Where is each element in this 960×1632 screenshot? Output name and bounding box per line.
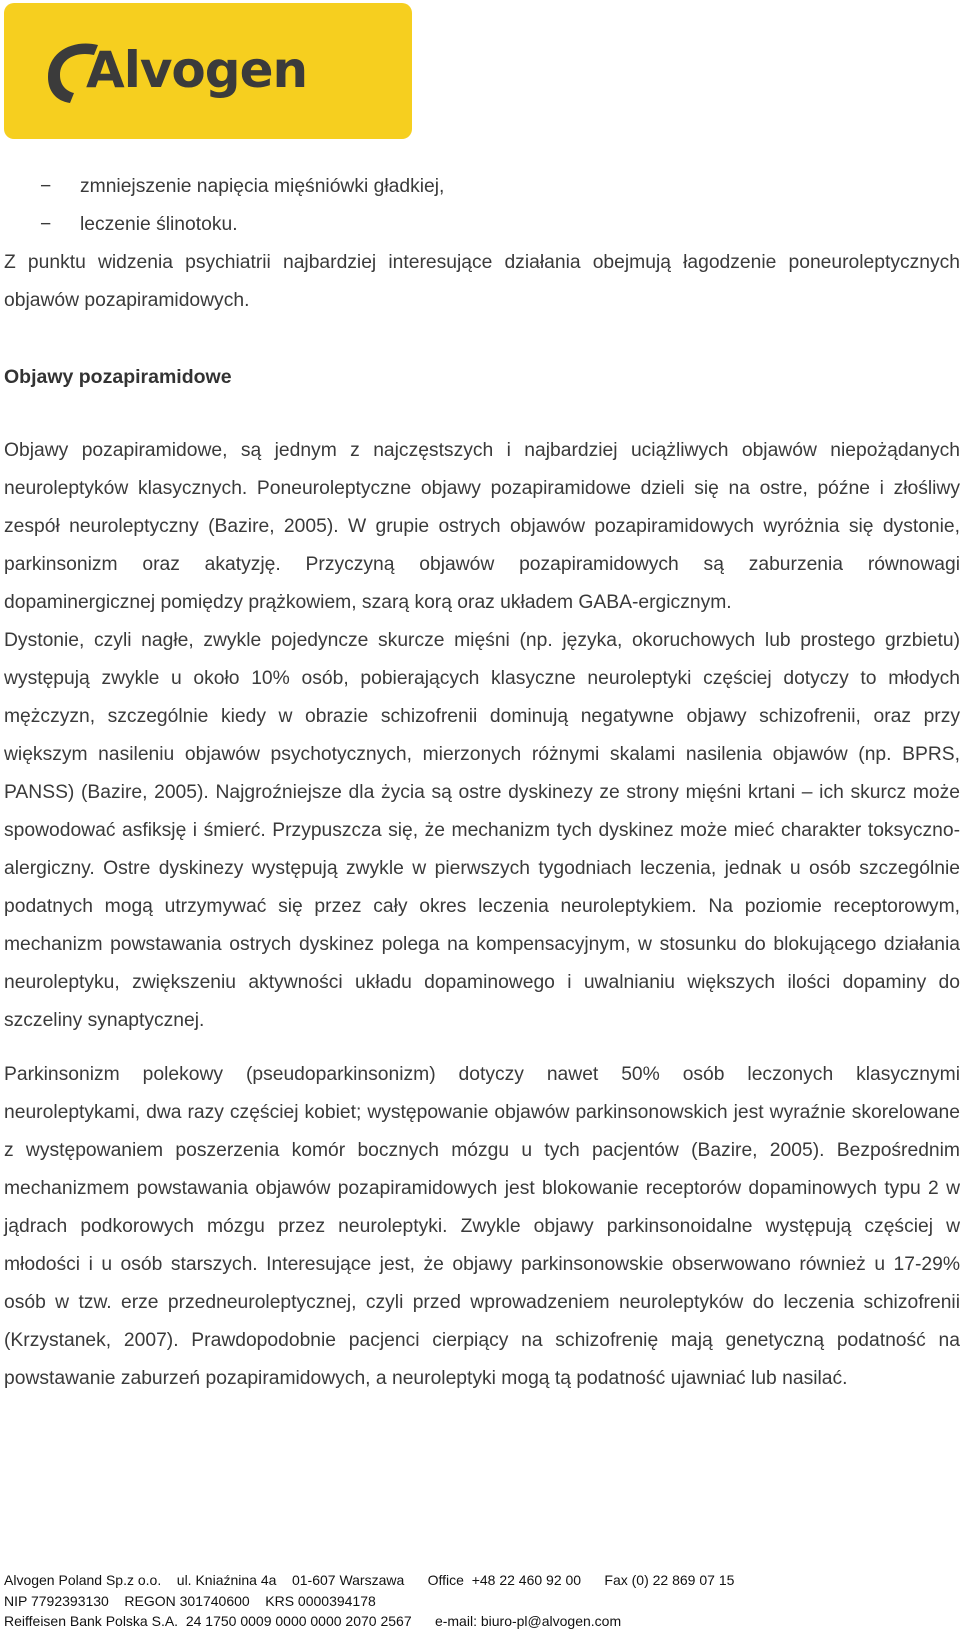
- list-item: [4, 168, 960, 206]
- intro-paragraph: Z punktu widzenia psychiatrii najbardziej interesujące działania obejmują łagodzenie poneuroleptycznych objawów pozapiramidowych.: [4, 252, 960, 311]
- footer-bank: Reiffeisen Bank Polska S.A. 24 1750 0009 0000 0000 2070 2567 e-mail: biuro-pl@alvogen.com: [4, 1613, 622, 1629]
- paragraph: Objawy pozapiramidowe, są jednym z najczęstszych i najbardziej uciążliwych objawów niepożądanych neuroleptyków klasycznych. Poneuroleptyczne objawy pozapiramidowe dzieli się na ostre, późne i złośliwy zespół neuroleptyczny (Bazire, 2005). W grupie ostrych objawów pozapiramidowych wyróżnia się dystonie, parkinsonizm oraz akatyzję. Przyczyną objawów pozapiramidowych są zaburzenia równowagi dopaminergicznej pomiędzy prążkowiem, szarą korą oraz układem GABA-ergicznym.: [4, 440, 960, 613]
- list-dash: −: [40, 214, 52, 235]
- document-body: [4, 168, 960, 1398]
- footer-address: Alvogen Poland Sp.z o.o. ul. Kniaźnina 4a 01-607 Warszawa Office +48 22 460 92 00 Fax (0) 22 869 07 15: [4, 1572, 735, 1588]
- alvogen-logo: [4, 3, 412, 139]
- list-item-text: zmniejszenie napięcia mięśniówki gładkiej,: [80, 176, 445, 197]
- section-heading: Objawy pozapiramidowe: [4, 366, 232, 388]
- list-dash: −: [40, 176, 52, 197]
- paragraph: Dystonie, czyli nagłe, zwykle pojedyncze skurcze mięśni (np. języka, okoruchowych lub prostego grzbietu) występują zwykle u około 10% osób, pobierających klasyczne neuroleptyki częściej dotyczy to młodych mężczyzn, szczególnie kiedy w obrazie schizofrenii dominują negatywne objawy schizofrenii, oraz przy większym nasileniu objawów psychotycznych, mierzonych różnymi skalami nasilenia objawów (np. BPRS, PANSS) (Bazire, 2005). Najgroźniejsze dla życia są ostre dyskinezy ze strony mięśni krtani – ich skurcz może spowodować asfiksję i śmierć. Przypuszcza się, że mechanizm tych dyskinez może mieć charakter toksyczno-alergiczny. Ostre dyskinezy występują zwykle w pierwszych tygodniach leczenia, jednak u osób szczególnie podatnych mogą utrzymywać się przez cały okres leczenia neuroleptykiem. Na poziomie receptorowym, mechanizm powstawania ostrych dyskinez polega na kompensacyjnym, w stosunku do blokującego działania neuroleptyku, zwiększeniu aktywności układu dopaminowego i uwalnianiu większych ilości dopaminy do szczeliny synaptycznej.: [4, 630, 960, 1031]
- logo-wordmark: Alvogen: [86, 41, 308, 99]
- paragraph: Parkinsonizm polekowy (pseudoparkinsonizm) dotyczy nawet 50% osób leczonych klasycznymi neuroleptykami, dwa razy częściej kobiet; występowanie objawów parkinsonowskich jest wyraźnie skorelowane z występowaniem poszerzenia komór bocznych mózgu u tych pacjentów (Bazire, 2005). Bezpośrednim mechanizmem powstawania objawów pozapiramidowych jest blokowanie receptorów dopaminowych typu 2 w jądrach podkorowych mózgu przez neuroleptyki. Zwykle objawy parkinsonoidalne występują częściej w młodości i u osób starszych. Interesujące jest, że objawy parkinsonowskie obserwowano również u 17-29% osób w tzw. erze przedneuroleptycznej, czyli przed wprowadzeniem neuroleptyków do leczenia schizofrenii (Krzystanek, 2007). Prawdopodobnie pacjenci cierpiący na schizofrenię mają genetyczną podatność na powstawanie zaburzeń pozapiramidowych, a neuroleptyki mogą tą podatność ujawniać lub nasilać.: [4, 1064, 960, 1389]
- list-item: [4, 206, 960, 244]
- footer-registry: NIP 7792393130 REGON 301740600 KRS 0000394178: [4, 1592, 376, 1609]
- page-footer: [4, 1570, 960, 1632]
- list-item-text: leczenie ślinotoku.: [80, 214, 238, 235]
